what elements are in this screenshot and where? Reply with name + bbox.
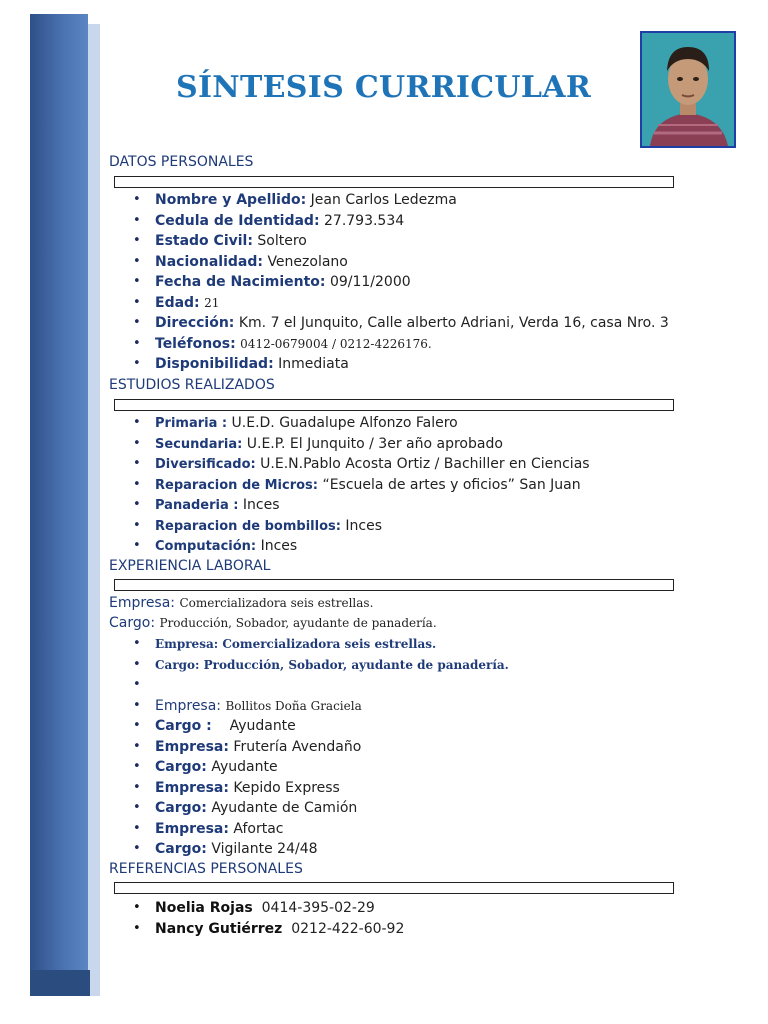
page-title: SÍNTESIS CURRICULAR (176, 70, 592, 105)
sidebar-decoration (30, 14, 88, 970)
list-item: • Primaria : U.E.D. Guadalupe Alfonzo Falero (133, 413, 590, 434)
profile-photo (640, 31, 736, 148)
list-item: • Cargo: Ayudante (133, 757, 509, 778)
list-item: • Empresa: Afortac (133, 819, 509, 840)
list-item: • Cargo: Producción, Sobador, ayudante de panadería. (133, 655, 509, 676)
list-item: • Empresa: Comercializadora seis estrellas. (133, 634, 509, 655)
list-item: • Fecha de Nacimiento: 09/11/2000 (133, 272, 669, 293)
personal-data-list (133, 190, 669, 375)
experience-company-line: Empresa: Comercializadora seis estrellas. (109, 595, 374, 611)
list-item: • Cedula de Identidad: 27.793.534 (133, 211, 669, 232)
sidebar-base (30, 970, 90, 996)
section-references-heading: REFERENCIAS PERSONALES (109, 861, 303, 877)
list-item: • Edad: 21 (133, 293, 669, 314)
list-item: • Empresa: Kepido Express (133, 778, 509, 799)
section-divider (114, 176, 674, 188)
list-item: • Cargo: Vigilante 24/48 (133, 839, 509, 860)
list-item: • Empresa: Frutería Avendaño (133, 737, 509, 758)
section-personal-heading: DATOS PERSONALES (109, 154, 254, 170)
list-item: • Reparacion de bombillos: Inces (133, 516, 590, 537)
list-item: • Estado Civil: Soltero (133, 231, 669, 252)
list-item: • Empresa: Bollitos Doña Graciela (133, 696, 509, 717)
list-item: • Computación: Inces (133, 536, 590, 557)
list-item: • Nombre y Apellido: Jean Carlos Ledezma (133, 190, 669, 211)
list-item: • Diversificado: U.E.N.Pablo Acosta Ortiz / Bachiller en Ciencias (133, 454, 590, 475)
list-item: • Disponibilidad: Inmediata (133, 354, 669, 375)
list-item: • Nancy Gutiérrez 0212-422-60-92 (133, 919, 404, 940)
list-item: • Noelia Rojas 0414-395-02-29 (133, 898, 404, 919)
list-item: • Secundaria: U.E.P. El Junquito / 3er año aprobado (133, 434, 590, 455)
list-item: • Nacionalidad: Venezolano (133, 252, 669, 273)
list-item-empty (133, 675, 509, 696)
list-item: • Cargo : Ayudante (133, 716, 509, 737)
list-item: • Teléfonos: 0412-0679004 / 0212-4226176. (133, 334, 669, 355)
section-experience-heading: EXPERIENCIA LABORAL (109, 558, 271, 574)
section-divider (114, 579, 674, 591)
portrait-image (642, 33, 734, 146)
references-list (133, 898, 404, 939)
section-divider (114, 882, 674, 894)
section-divider (114, 399, 674, 411)
list-item: • Cargo: Ayudante de Camión (133, 798, 509, 819)
list-item: • Reparacion de Micros: “Escuela de artes y oficios” San Juan (133, 475, 590, 496)
section-studies-heading: ESTUDIOS REALIZADOS (109, 377, 275, 393)
list-item: • Panaderia : Inces (133, 495, 590, 516)
experience-role-line: Cargo: Producción, Sobador, ayudante de panadería. (109, 615, 437, 631)
studies-list (133, 413, 590, 557)
list-item: • Dirección: Km. 7 el Junquito, Calle alberto Adriani, Verda 16, casa Nro. 3 (133, 313, 669, 334)
experience-list (133, 634, 509, 860)
